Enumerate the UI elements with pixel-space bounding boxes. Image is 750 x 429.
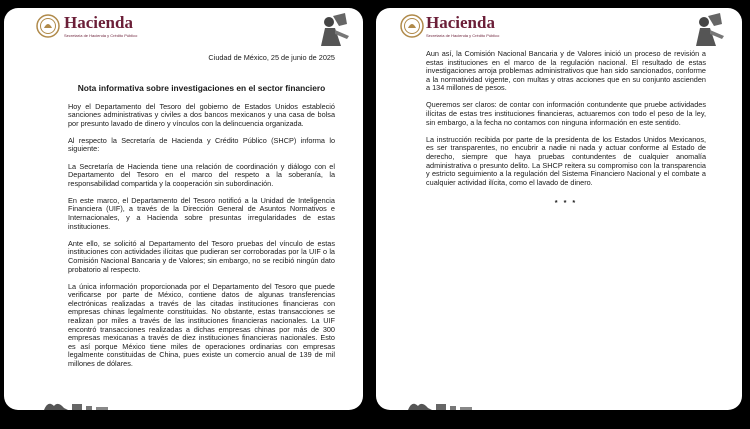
brand-subtitle: Secretaría de Hacienda y Crédito Público <box>64 33 138 38</box>
document-title: Nota informativa sobre investigaciones en el sector financiero <box>77 82 326 93</box>
paragraph: La única información proporcionada por el Departamento del Tesoro que puede verificarse por parte de México, contiene datos de algunas transferencias electrónicas realizadas a través de las citadas instituciones financieras con empresas chinas legalmente constituidas. No obstante, estas transacciones se realizan por miles a través de las instituciones financieras nacionales. La UIF encontró transacciones realizadas a dichas empresas chinas por más de 300 empresas mexicanas a través de diez instituciones financieras nacionales. Esto es así porque México tiene miles de operaciones ordinarias con empresas legalmente constituidas de China, pues existe un comercio anual de 139 de mil millones de dólares. <box>68 281 335 368</box>
letterhead <box>4 12 363 46</box>
seal-icon <box>400 14 424 38</box>
document-body <box>426 50 706 216</box>
brand-subtitle: Secretaría de Hacienda y Crédito Público <box>426 33 500 38</box>
section-separator: * * * <box>554 198 578 208</box>
letterhead <box>376 12 742 46</box>
brand-name: Hacienda <box>64 13 133 32</box>
footer-decoration-icon <box>406 400 492 410</box>
footer-decoration-icon <box>42 400 128 410</box>
brand-name: Hacienda <box>426 13 495 32</box>
paragraph: Hoy el Departamento del Tesoro del gobierno de Estados Unidos estableció sanciones administrativas y civiles a dos bancos mexicanos y una casa de bolsa por presunto lavado de dinero y vínculos con la delincuencia organizada. <box>68 101 335 128</box>
paragraph: Al respecto la Secretaría de Hacienda y Crédito Público (SHCP) informa lo siguiente: <box>68 135 335 154</box>
paragraph: Queremos ser claros: de contar con información contundente que pruebe actividades ilícitas de estas tres instituciones financieras, actuaremos con todo el peso de la ley, sin embargo, a la fecha no contamos con ninguna información en este sentido. <box>426 100 706 127</box>
document-page-2 <box>376 8 742 410</box>
paragraph: La Secretaría de Hacienda tiene una relación de coordinación y diálogo con el Departamento del Tesoro en el marco del respeto a la soberanía, la responsabilidad compartida y la cooperación sin subordinación. <box>68 161 335 188</box>
paragraph: Ante ello, se solicitó al Departamento del Tesoro pruebas del vínculo de estas instituciones con actividades ilícitas que pudieran ser corroboradas por la UIF o la Comisión Nacional Bancaria y de Valores; sin embargo, no se recibió ningún dato probatorio al respecto. <box>68 238 335 274</box>
illustration-icon <box>311 12 353 46</box>
paragraph: En este marco, el Departamento del Tesoro notificó a la Unidad de Inteligencia Financiera (UIF), a través de la Dirección General de Asuntos Normativos e Internacionales, y a Hacienda sobre presuntas irregularidades de estas instituciones. <box>68 195 335 231</box>
seal-icon <box>36 14 60 38</box>
paragraph: La instrucción recibida por parte de la presidenta de los Estados Unidos Mexicanos, es ser transparentes, no encubrir a nadie ni nada y actuar conforme al Estado de derecho, siempre que haya pruebas contundentes de cualquier anomalía administrativa o presunto delito. La SHCP reitera su compromiso con la transparencia y estricto seguimiento a la regulación del Sistema Financiero Nacional y el combate a cualquier actividad ilícita, como el lavado de dinero. <box>426 134 706 187</box>
paragraph: Aun así, la Comisión Nacional Bancaria y de Valores inició un proceso de revisión a estas instituciones en el marco de la regulación nacional. El resultado de estas investigaciones arroja problemas administrativos que han sido sancionados, conforme a la normatividad vigente, con multas y otras acciones que en su conjunto ascienden a 134 millones de pesos. <box>426 49 706 93</box>
document-page-1 <box>4 8 363 410</box>
document-date: Ciudad de México, 25 de junio de 2025 <box>208 53 335 62</box>
illustration-icon <box>686 12 728 46</box>
document-body <box>68 54 335 377</box>
